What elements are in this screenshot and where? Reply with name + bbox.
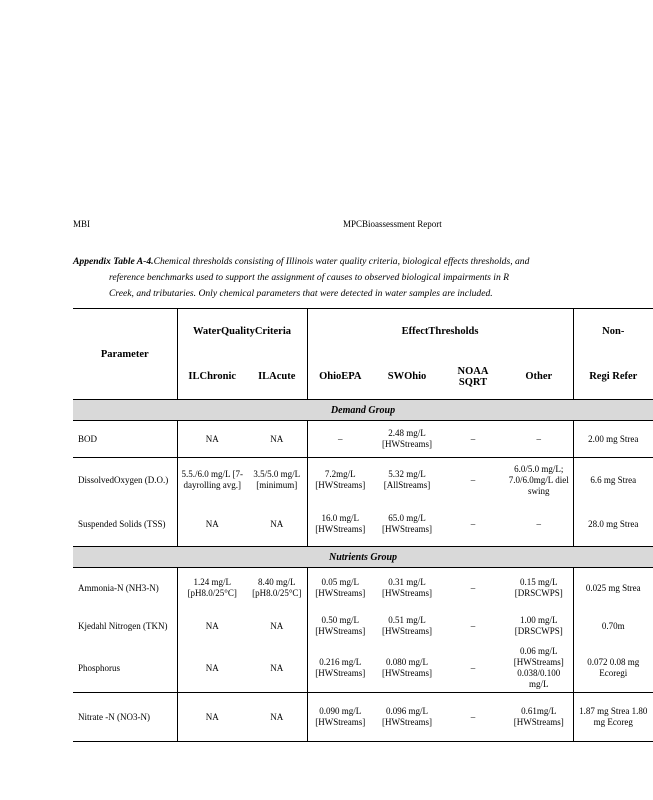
table-row: Kjedahl Nitrogen (TKN) NA NA 0.50 mg/L [HWStreams] 0.51 mg/L [HWStreams] – 1.00 mg/L [DRSCWPS] 0.70m <box>73 608 653 644</box>
col-header-sw-ohio: SWOhio <box>387 371 427 382</box>
header-title: MPCBioassessment Report <box>343 219 442 229</box>
caption-line-3: Creek, and tributaries. Only chemical parameters that were detected in water samples are included. <box>109 288 493 299</box>
caption-line-1: Chemical thresholds consisting of Illinois water quality criteria, biological effects thresholds, and <box>153 256 530 267</box>
col-header-effect-thresholds: EffectThresholds <box>307 309 573 355</box>
table-row: DissolvedOxygen (D.O.) 5.5./6.0 mg/L [7-dayrolling avg.] 3.5/5.0 mg/L [minimum] 7.2mg/L [HWStreams] 5.32 mg/L [AllStreams] – 6.0/5.0 mg/L; 7.0/6.0mg/L diel swing 6.6 mg Strea <box>73 458 653 503</box>
header-left: MBI <box>73 219 91 229</box>
col-header-noaa: NOAA SQRT <box>457 365 489 388</box>
table-row: Nitrate -N (NO3-N) NA NA 0.090 mg/L [HWStreams] 0.096 mg/L [HWStreams] – 0.61mg/L [HWStreams] 1.87 mg Strea 1.80 mg Ecoreg <box>73 693 653 742</box>
col-header-non: Non- <box>602 326 625 337</box>
col-header-regional: Regi Refer <box>589 371 638 382</box>
table-row: BOD NA NA – 2.48 mg/L [HWStreams] – – 2.00 mg Strea <box>73 421 653 458</box>
chemical-thresholds-table <box>73 308 653 742</box>
table-row: Ammonia-N (NH3-N) 1.24 mg/L [pH8.0/25°C] 8.40 mg/L [pH8.0/25°C] 0.05 mg/L [HWStreams] 0.31 mg/L [HWStreams] – 0.15 mg/L [DRSCWPS] 0.025 mg Strea <box>73 568 653 609</box>
col-header-il-chronic: ILChronic <box>188 371 237 382</box>
table-row: Phosphorus NA NA 0.216 mg/L [HWStreams] 0.080 mg/L [HWStreams] – 0.06 mg/L [HWStreams] 0.038/0.100 mg/L 0.072 0.08 mg Ecoregi <box>73 644 653 693</box>
col-header-parameter: Parameter <box>73 309 177 400</box>
group-demand: Demand Group <box>73 400 653 421</box>
col-header-other: Other <box>505 354 573 400</box>
group-nutrients: Nutrients Group <box>73 547 653 568</box>
col-header-ohio-epa: OhioEPA <box>319 371 362 382</box>
table-row: Suspended Solids (TSS) NA NA 16.0 mg/L [HWStreams] 65.0 mg/L [HWStreams] – – 28.0 mg Strea <box>73 502 653 547</box>
caption-label: Appendix Table A-4. <box>73 256 154 267</box>
caption-line-2: reference benchmarks used to support the assignment of causes to observed biological impairments in R <box>109 272 510 283</box>
col-header-il-acute: ILAcute <box>247 354 307 400</box>
col-header-water-quality: WaterQualityCriteria <box>177 309 307 355</box>
table-caption <box>73 254 633 302</box>
